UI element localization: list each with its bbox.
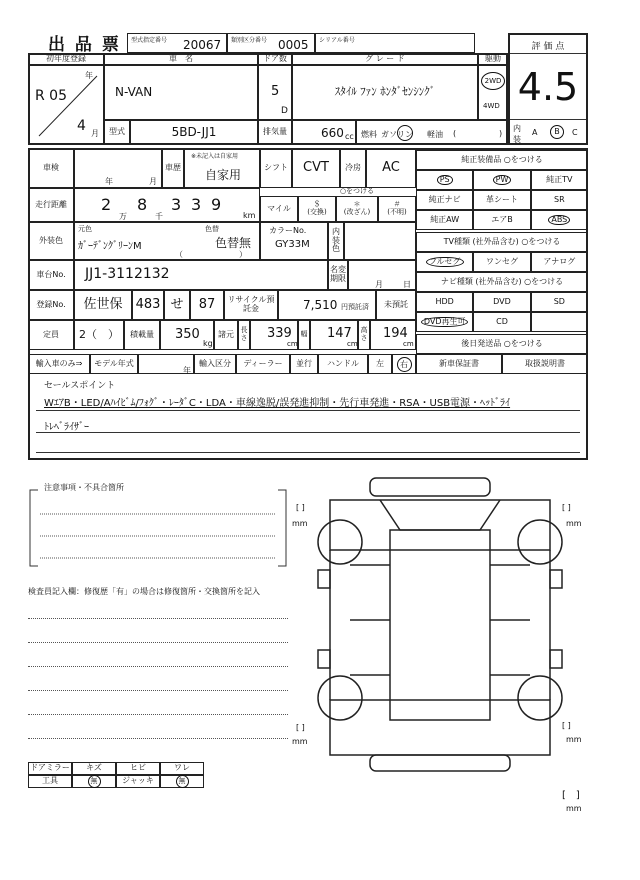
eq-grid-item: 純正AW [416,210,473,230]
reg-area: 佐世保 [74,290,132,320]
reg-kana: せ [164,290,190,320]
genuine-title: 純正装備品 ○をつける [416,150,588,170]
doors-label: ドア数 [258,53,292,65]
drive-2wd: 2WD [481,72,505,90]
repaint-value: 色替無 [215,236,252,250]
fuel-gasoline: ガソリン [381,130,413,139]
rating-label: 評 価 点 [531,42,565,52]
capacity-label: 定員 [28,320,74,350]
interior-color-label: 内装色 [328,222,344,260]
first-reg-month: 4 [77,118,86,134]
svg-text:[ ]: [ ] [296,723,305,732]
name-label: 車 名 [104,53,258,65]
interior-label: 内装 [513,124,521,144]
eq-grid-item: 純正TV [531,170,588,190]
load-value: 350 [175,327,200,342]
rating-value: 4.5 [517,65,579,109]
color-label: 外装色 [28,222,74,260]
recycle-cell: 7,510 円預託済 [278,290,376,320]
tv-grid-item: ワンセグ [473,252,530,272]
capacity-value: 2（ ） [74,320,124,350]
later-manual: 取扱説明書 [502,354,588,374]
serial-box: シリアル番号 [315,33,475,53]
color-no-cell: カラーNo. GY33M [260,222,328,260]
ac-value: AC [366,148,416,188]
rating-box: 評 価 点 4.5 内装 A B C [508,33,588,145]
type-no: 20067 [183,38,222,52]
shift-label: シフト [260,148,292,188]
grade-label: グ レ ー ド [292,53,478,65]
grade-value: ｽﾀｲﾙ ﾌｧﾝ ﾎﾝﾀﾞｾﾝｼﾝｸﾞ [292,65,478,120]
car-damage-diagram [290,470,590,780]
drive-label: 駆動 [478,53,508,65]
svg-text:mm: mm [566,735,582,744]
eq-grid-item: PW [473,170,530,190]
eq-grid-item: 純正ナビ [416,190,473,210]
reg-num: 87 [190,290,224,320]
sales-label: セールスポイント [44,381,116,391]
class-no-box: 類別区分番号 0005 [227,33,315,53]
caution-label: 注意事項・不具合箇所 [44,483,124,492]
mileage-label: 走行距離 [28,188,74,222]
svg-text:mm: mm [292,737,308,746]
chassis-no: JJ1-3112132 [74,260,328,290]
ac-label: 冷房 [340,148,366,188]
bracket-fl: [ ] [296,503,305,512]
first-reg-year: R 05 [35,88,67,104]
later-warranty: 新車保証書 [416,354,502,374]
sales-line-2: ﾄﾚﾍﾞﾗｲｻﾞｰ [44,422,89,433]
eq-grid-item: ABS [531,210,588,230]
recycle-value: 7,510 [303,298,338,312]
color-cell: 元色 ｶﾞｰﾃﾞﾝｸﾞﾘｰﾝM 色替 色替無 （ ） [74,222,260,260]
tv-grid-item: アナログ [531,252,588,272]
sales-line-1: WｴｱB・LED/Aﾊｲﾋﾞﾑ/ﾌｫｸﾞ・ﾚｰﾀﾞC・LDA・車線逸脱/誤発進抑制・先行車発進・RSA・USB電源・ﾍｯﾄﾞﾗｲ [44,398,511,409]
svg-text:[ ]: [ ] [562,503,571,512]
svg-text:mm: mm [292,519,308,528]
history-cell: ※未記入は自家用 自家用 [184,148,260,188]
first-reg-label: 初年度登録 [28,53,104,65]
fuel-gasoline-circle [397,125,413,141]
eq-grid-item: SR [531,190,588,210]
caution-bracket [28,488,288,568]
eq-grid-item: PS [416,170,473,190]
inspection-label: 車検 [28,148,74,188]
reg-class: 483 [132,290,164,320]
disp-cell: 660 cc [292,120,356,145]
mile-label: マイル [260,196,298,222]
mileage-cell: 2 万 8 千 3 3 9 km [74,188,260,222]
model-value: 5BD-JJ1 [130,120,258,145]
interior-grade-b: B [550,125,564,139]
form-title: 出 品 票 [48,35,121,55]
eq-grid-item: エアB [473,210,530,230]
car-name: N-VAN [104,65,258,120]
inspection-cell: 年 月 [74,148,162,188]
navi-grid-item: DVD再生可 [416,312,473,332]
handle-right: 右 [397,357,412,372]
first-reg-cell: 年 R 05 4 月 [28,65,104,145]
reg-no-label: 登録No. [28,290,74,320]
shift-value: CVT [292,148,340,188]
history-value: 自家用 [205,168,242,182]
doors-cell: 5 D [258,65,292,120]
fuel-cell: 燃料 ガソリン 軽油 ( ) [356,120,508,145]
orig-color: ｶﾞｰﾃﾞﾝｸﾞﾘｰﾝM [78,241,142,252]
model-label: 型式 [104,120,130,145]
navi-grid-item: DVD [473,292,530,312]
svg-text:mm: mm [566,519,582,528]
drive-cell: 2WD 4WD [478,65,508,120]
navi-grid-item: CD [473,312,530,332]
chassis-label: 車台No. [28,260,74,290]
height-value: 194 [383,326,408,341]
width-value: 147 [327,326,352,341]
navi-grid-item: SD [531,292,588,312]
history-label: 車歴 [162,148,184,188]
eq-grid-item: 革シート [473,190,530,210]
navi-grid-item: HDD [416,292,473,312]
class-no: 0005 [278,38,309,52]
disp-label: 排気量 [258,120,292,145]
type-no-box: 型式指定番号 20067 [127,33,227,53]
svg-text:[ ]: [ ] [562,721,571,730]
inspector-label: 検査員記入欄：修復歴「有」の場合は修復箇所・交換箇所を記入 [28,587,260,596]
tv-grid-item: フルセグ [416,252,473,272]
length-value: 339 [267,326,292,341]
navi-grid-item [531,312,588,332]
color-no: GY33M [275,239,310,250]
